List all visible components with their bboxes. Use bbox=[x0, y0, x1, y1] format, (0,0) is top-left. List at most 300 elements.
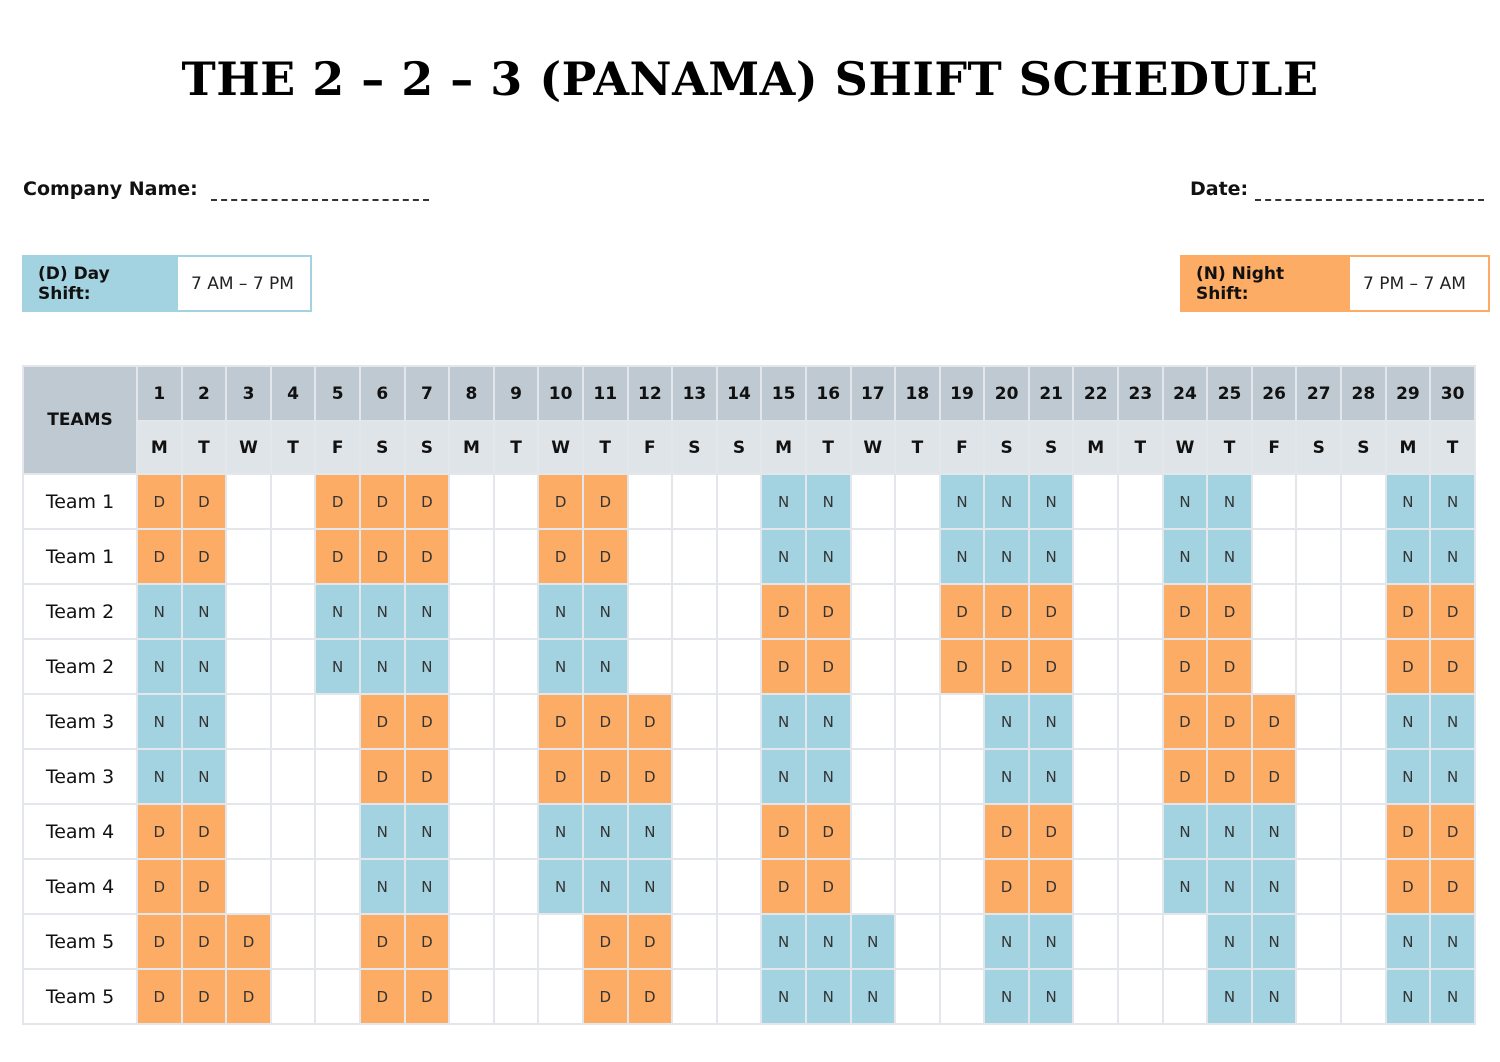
night-shift-cell[interactable]: N bbox=[940, 474, 985, 529]
off-day-cell[interactable] bbox=[1118, 584, 1163, 639]
off-day-cell[interactable] bbox=[940, 969, 985, 1024]
off-day-cell[interactable] bbox=[851, 639, 896, 694]
night-shift-cell[interactable]: N bbox=[1207, 529, 1252, 584]
off-day-cell[interactable] bbox=[538, 969, 583, 1024]
day-shift-cell[interactable]: D bbox=[761, 804, 806, 859]
night-shift-cell[interactable]: N bbox=[984, 694, 1029, 749]
off-day-cell[interactable] bbox=[1296, 804, 1341, 859]
off-day-cell[interactable] bbox=[940, 694, 985, 749]
off-day-cell[interactable] bbox=[1073, 694, 1118, 749]
day-shift-cell[interactable]: D bbox=[360, 969, 405, 1024]
off-day-cell[interactable] bbox=[628, 639, 673, 694]
night-shift-cell[interactable]: N bbox=[806, 914, 851, 969]
off-day-cell[interactable] bbox=[1296, 749, 1341, 804]
night-shift-cell[interactable]: N bbox=[628, 804, 673, 859]
day-shift-cell[interactable]: D bbox=[226, 914, 271, 969]
off-day-cell[interactable] bbox=[717, 694, 762, 749]
off-day-cell[interactable] bbox=[1118, 474, 1163, 529]
day-shift-cell[interactable]: D bbox=[360, 914, 405, 969]
day-shift-cell[interactable]: D bbox=[137, 804, 182, 859]
day-shift-cell[interactable]: D bbox=[137, 914, 182, 969]
night-shift-cell[interactable]: N bbox=[137, 694, 182, 749]
day-shift-cell[interactable]: D bbox=[182, 529, 227, 584]
off-day-cell[interactable] bbox=[895, 969, 940, 1024]
off-day-cell[interactable] bbox=[851, 694, 896, 749]
night-shift-cell[interactable]: N bbox=[1252, 859, 1297, 914]
night-shift-cell[interactable]: N bbox=[1386, 529, 1431, 584]
off-day-cell[interactable] bbox=[226, 639, 271, 694]
off-day-cell[interactable] bbox=[672, 694, 717, 749]
off-day-cell[interactable] bbox=[717, 584, 762, 639]
day-shift-cell[interactable]: D bbox=[984, 859, 1029, 914]
night-shift-cell[interactable]: N bbox=[984, 529, 1029, 584]
off-day-cell[interactable] bbox=[494, 804, 539, 859]
off-day-cell[interactable] bbox=[1296, 529, 1341, 584]
off-day-cell[interactable] bbox=[851, 859, 896, 914]
off-day-cell[interactable] bbox=[940, 804, 985, 859]
off-day-cell[interactable] bbox=[1073, 749, 1118, 804]
night-shift-cell[interactable]: N bbox=[1386, 749, 1431, 804]
night-shift-cell[interactable]: N bbox=[137, 749, 182, 804]
night-shift-cell[interactable]: N bbox=[806, 969, 851, 1024]
off-day-cell[interactable] bbox=[1118, 529, 1163, 584]
off-day-cell[interactable] bbox=[1118, 639, 1163, 694]
off-day-cell[interactable] bbox=[940, 914, 985, 969]
off-day-cell[interactable] bbox=[494, 639, 539, 694]
day-shift-cell[interactable]: D bbox=[1252, 749, 1297, 804]
off-day-cell[interactable] bbox=[271, 749, 316, 804]
off-day-cell[interactable] bbox=[628, 529, 673, 584]
off-day-cell[interactable] bbox=[538, 914, 583, 969]
night-shift-cell[interactable]: N bbox=[1386, 694, 1431, 749]
day-shift-cell[interactable]: D bbox=[226, 969, 271, 1024]
day-shift-cell[interactable]: D bbox=[538, 749, 583, 804]
night-shift-cell[interactable]: N bbox=[940, 529, 985, 584]
night-shift-cell[interactable]: N bbox=[360, 584, 405, 639]
off-day-cell[interactable] bbox=[1163, 914, 1208, 969]
off-day-cell[interactable] bbox=[449, 529, 494, 584]
off-day-cell[interactable] bbox=[271, 914, 316, 969]
day-shift-cell[interactable]: D bbox=[538, 529, 583, 584]
day-shift-cell[interactable]: D bbox=[806, 584, 851, 639]
night-shift-cell[interactable]: N bbox=[1252, 914, 1297, 969]
day-shift-cell[interactable]: D bbox=[182, 804, 227, 859]
off-day-cell[interactable] bbox=[851, 749, 896, 804]
off-day-cell[interactable] bbox=[895, 474, 940, 529]
day-shift-cell[interactable]: D bbox=[1029, 859, 1074, 914]
off-day-cell[interactable] bbox=[672, 859, 717, 914]
night-shift-cell[interactable]: N bbox=[806, 529, 851, 584]
off-day-cell[interactable] bbox=[1341, 639, 1386, 694]
off-day-cell[interactable] bbox=[1073, 969, 1118, 1024]
night-shift-cell[interactable]: N bbox=[360, 639, 405, 694]
night-shift-cell[interactable]: N bbox=[538, 804, 583, 859]
day-shift-cell[interactable]: D bbox=[1163, 749, 1208, 804]
off-day-cell[interactable] bbox=[895, 859, 940, 914]
day-shift-cell[interactable]: D bbox=[1430, 639, 1475, 694]
night-shift-cell[interactable]: N bbox=[538, 584, 583, 639]
night-shift-cell[interactable]: N bbox=[1430, 914, 1475, 969]
night-shift-cell[interactable]: N bbox=[806, 474, 851, 529]
night-shift-cell[interactable]: N bbox=[1029, 529, 1074, 584]
night-shift-cell[interactable]: N bbox=[583, 639, 628, 694]
off-day-cell[interactable] bbox=[315, 969, 360, 1024]
day-shift-cell[interactable]: D bbox=[1386, 804, 1431, 859]
night-shift-cell[interactable]: N bbox=[761, 914, 806, 969]
day-shift-cell[interactable]: D bbox=[628, 914, 673, 969]
off-day-cell[interactable] bbox=[315, 859, 360, 914]
off-day-cell[interactable] bbox=[271, 859, 316, 914]
off-day-cell[interactable] bbox=[1296, 914, 1341, 969]
day-shift-cell[interactable]: D bbox=[315, 474, 360, 529]
night-shift-cell[interactable]: N bbox=[315, 639, 360, 694]
off-day-cell[interactable] bbox=[1073, 474, 1118, 529]
off-day-cell[interactable] bbox=[851, 529, 896, 584]
off-day-cell[interactable] bbox=[672, 969, 717, 1024]
off-day-cell[interactable] bbox=[628, 474, 673, 529]
day-shift-cell[interactable]: D bbox=[1207, 584, 1252, 639]
night-shift-cell[interactable]: N bbox=[1029, 474, 1074, 529]
off-day-cell[interactable] bbox=[717, 969, 762, 1024]
day-shift-cell[interactable]: D bbox=[628, 969, 673, 1024]
night-shift-cell[interactable]: N bbox=[1386, 914, 1431, 969]
off-day-cell[interactable] bbox=[494, 859, 539, 914]
off-day-cell[interactable] bbox=[672, 474, 717, 529]
night-shift-cell[interactable]: N bbox=[182, 584, 227, 639]
day-shift-cell[interactable]: D bbox=[405, 969, 450, 1024]
off-day-cell[interactable] bbox=[271, 694, 316, 749]
day-shift-cell[interactable]: D bbox=[182, 859, 227, 914]
off-day-cell[interactable] bbox=[1341, 749, 1386, 804]
off-day-cell[interactable] bbox=[1341, 694, 1386, 749]
night-shift-cell[interactable]: N bbox=[137, 639, 182, 694]
day-shift-cell[interactable]: D bbox=[360, 749, 405, 804]
day-shift-cell[interactable]: D bbox=[806, 639, 851, 694]
day-shift-cell[interactable]: D bbox=[761, 584, 806, 639]
off-day-cell[interactable] bbox=[1073, 584, 1118, 639]
day-shift-cell[interactable]: D bbox=[360, 694, 405, 749]
off-day-cell[interactable] bbox=[1296, 694, 1341, 749]
night-shift-cell[interactable]: N bbox=[761, 969, 806, 1024]
off-day-cell[interactable] bbox=[226, 749, 271, 804]
day-shift-cell[interactable]: D bbox=[360, 474, 405, 529]
off-day-cell[interactable] bbox=[717, 749, 762, 804]
day-shift-cell[interactable]: D bbox=[405, 914, 450, 969]
off-day-cell[interactable] bbox=[1252, 584, 1297, 639]
off-day-cell[interactable] bbox=[672, 914, 717, 969]
off-day-cell[interactable] bbox=[851, 804, 896, 859]
off-day-cell[interactable] bbox=[1163, 969, 1208, 1024]
night-shift-cell[interactable]: N bbox=[405, 859, 450, 914]
night-shift-cell[interactable]: N bbox=[315, 584, 360, 639]
day-shift-cell[interactable]: D bbox=[538, 694, 583, 749]
day-shift-cell[interactable]: D bbox=[940, 639, 985, 694]
off-day-cell[interactable] bbox=[672, 804, 717, 859]
off-day-cell[interactable] bbox=[1073, 529, 1118, 584]
day-shift-cell[interactable]: D bbox=[1163, 639, 1208, 694]
day-shift-cell[interactable]: D bbox=[405, 694, 450, 749]
night-shift-cell[interactable]: N bbox=[1386, 969, 1431, 1024]
night-shift-cell[interactable]: N bbox=[806, 694, 851, 749]
off-day-cell[interactable] bbox=[1341, 474, 1386, 529]
off-day-cell[interactable] bbox=[1341, 914, 1386, 969]
night-shift-cell[interactable]: N bbox=[538, 639, 583, 694]
day-shift-cell[interactable]: D bbox=[182, 969, 227, 1024]
off-day-cell[interactable] bbox=[226, 694, 271, 749]
off-day-cell[interactable] bbox=[494, 694, 539, 749]
day-shift-cell[interactable]: D bbox=[1430, 584, 1475, 639]
off-day-cell[interactable] bbox=[449, 859, 494, 914]
off-day-cell[interactable] bbox=[449, 694, 494, 749]
off-day-cell[interactable] bbox=[315, 694, 360, 749]
day-shift-cell[interactable]: D bbox=[628, 749, 673, 804]
off-day-cell[interactable] bbox=[494, 474, 539, 529]
night-shift-cell[interactable]: N bbox=[806, 749, 851, 804]
off-day-cell[interactable] bbox=[851, 474, 896, 529]
day-shift-cell[interactable]: D bbox=[984, 804, 1029, 859]
off-day-cell[interactable] bbox=[1073, 859, 1118, 914]
off-day-cell[interactable] bbox=[226, 859, 271, 914]
night-shift-cell[interactable]: N bbox=[182, 749, 227, 804]
off-day-cell[interactable] bbox=[1118, 969, 1163, 1024]
night-shift-cell[interactable]: N bbox=[1430, 969, 1475, 1024]
off-day-cell[interactable] bbox=[449, 914, 494, 969]
night-shift-cell[interactable]: N bbox=[1207, 859, 1252, 914]
off-day-cell[interactable] bbox=[672, 584, 717, 639]
night-shift-cell[interactable]: N bbox=[761, 529, 806, 584]
off-day-cell[interactable] bbox=[315, 749, 360, 804]
off-day-cell[interactable] bbox=[1073, 804, 1118, 859]
day-shift-cell[interactable]: D bbox=[984, 639, 1029, 694]
off-day-cell[interactable] bbox=[271, 639, 316, 694]
off-day-cell[interactable] bbox=[940, 859, 985, 914]
off-day-cell[interactable] bbox=[315, 914, 360, 969]
night-shift-cell[interactable]: N bbox=[1029, 914, 1074, 969]
off-day-cell[interactable] bbox=[672, 639, 717, 694]
day-shift-cell[interactable]: D bbox=[360, 529, 405, 584]
off-day-cell[interactable] bbox=[717, 914, 762, 969]
off-day-cell[interactable] bbox=[717, 639, 762, 694]
off-day-cell[interactable] bbox=[672, 749, 717, 804]
day-shift-cell[interactable]: D bbox=[1207, 694, 1252, 749]
night-shift-cell[interactable]: N bbox=[583, 859, 628, 914]
night-shift-cell[interactable]: N bbox=[984, 914, 1029, 969]
off-day-cell[interactable] bbox=[1296, 969, 1341, 1024]
off-day-cell[interactable] bbox=[1252, 639, 1297, 694]
night-shift-cell[interactable]: N bbox=[1207, 474, 1252, 529]
off-day-cell[interactable] bbox=[717, 529, 762, 584]
off-day-cell[interactable] bbox=[449, 639, 494, 694]
day-shift-cell[interactable]: D bbox=[583, 694, 628, 749]
day-shift-cell[interactable]: D bbox=[405, 749, 450, 804]
off-day-cell[interactable] bbox=[1341, 529, 1386, 584]
night-shift-cell[interactable]: N bbox=[1029, 749, 1074, 804]
day-shift-cell[interactable]: D bbox=[628, 694, 673, 749]
night-shift-cell[interactable]: N bbox=[1430, 529, 1475, 584]
night-shift-cell[interactable]: N bbox=[182, 694, 227, 749]
off-day-cell[interactable] bbox=[940, 749, 985, 804]
night-shift-cell[interactable]: N bbox=[1252, 969, 1297, 1024]
night-shift-cell[interactable]: N bbox=[984, 969, 1029, 1024]
day-shift-cell[interactable]: D bbox=[583, 474, 628, 529]
off-day-cell[interactable] bbox=[449, 969, 494, 1024]
night-shift-cell[interactable]: N bbox=[1430, 474, 1475, 529]
day-shift-cell[interactable]: D bbox=[984, 584, 1029, 639]
day-shift-cell[interactable]: D bbox=[182, 474, 227, 529]
off-day-cell[interactable] bbox=[895, 914, 940, 969]
day-shift-cell[interactable]: D bbox=[1386, 859, 1431, 914]
day-shift-cell[interactable]: D bbox=[315, 529, 360, 584]
off-day-cell[interactable] bbox=[1118, 859, 1163, 914]
company-name-field[interactable] bbox=[211, 199, 429, 201]
off-day-cell[interactable] bbox=[271, 584, 316, 639]
off-day-cell[interactable] bbox=[1118, 804, 1163, 859]
off-day-cell[interactable] bbox=[1252, 529, 1297, 584]
night-shift-cell[interactable]: N bbox=[1386, 474, 1431, 529]
day-shift-cell[interactable]: D bbox=[1252, 694, 1297, 749]
off-day-cell[interactable] bbox=[494, 969, 539, 1024]
night-shift-cell[interactable]: N bbox=[137, 584, 182, 639]
day-shift-cell[interactable]: D bbox=[1029, 804, 1074, 859]
date-field[interactable] bbox=[1255, 199, 1484, 201]
night-shift-cell[interactable]: N bbox=[1207, 914, 1252, 969]
day-shift-cell[interactable]: D bbox=[1163, 584, 1208, 639]
off-day-cell[interactable] bbox=[1341, 859, 1386, 914]
day-shift-cell[interactable]: D bbox=[182, 914, 227, 969]
night-shift-cell[interactable]: N bbox=[360, 804, 405, 859]
off-day-cell[interactable] bbox=[895, 529, 940, 584]
day-shift-cell[interactable]: D bbox=[583, 529, 628, 584]
night-shift-cell[interactable]: N bbox=[851, 969, 896, 1024]
night-shift-cell[interactable]: N bbox=[1163, 474, 1208, 529]
off-day-cell[interactable] bbox=[851, 584, 896, 639]
off-day-cell[interactable] bbox=[717, 804, 762, 859]
day-shift-cell[interactable]: D bbox=[583, 749, 628, 804]
night-shift-cell[interactable]: N bbox=[1163, 859, 1208, 914]
day-shift-cell[interactable]: D bbox=[761, 639, 806, 694]
night-shift-cell[interactable]: N bbox=[761, 474, 806, 529]
off-day-cell[interactable] bbox=[494, 529, 539, 584]
night-shift-cell[interactable]: N bbox=[1029, 969, 1074, 1024]
off-day-cell[interactable] bbox=[226, 474, 271, 529]
day-shift-cell[interactable]: D bbox=[1386, 584, 1431, 639]
off-day-cell[interactable] bbox=[1341, 969, 1386, 1024]
off-day-cell[interactable] bbox=[1118, 914, 1163, 969]
day-shift-cell[interactable]: D bbox=[1029, 584, 1074, 639]
day-shift-cell[interactable]: D bbox=[405, 529, 450, 584]
night-shift-cell[interactable]: N bbox=[405, 584, 450, 639]
off-day-cell[interactable] bbox=[494, 584, 539, 639]
night-shift-cell[interactable]: N bbox=[360, 859, 405, 914]
off-day-cell[interactable] bbox=[1296, 584, 1341, 639]
day-shift-cell[interactable]: D bbox=[405, 474, 450, 529]
night-shift-cell[interactable]: N bbox=[1207, 969, 1252, 1024]
day-shift-cell[interactable]: D bbox=[583, 914, 628, 969]
day-shift-cell[interactable]: D bbox=[583, 969, 628, 1024]
day-shift-cell[interactable]: D bbox=[1163, 694, 1208, 749]
night-shift-cell[interactable]: N bbox=[1163, 529, 1208, 584]
day-shift-cell[interactable]: D bbox=[940, 584, 985, 639]
night-shift-cell[interactable]: N bbox=[1430, 694, 1475, 749]
off-day-cell[interactable] bbox=[1296, 859, 1341, 914]
off-day-cell[interactable] bbox=[895, 804, 940, 859]
day-shift-cell[interactable]: D bbox=[137, 474, 182, 529]
off-day-cell[interactable] bbox=[226, 584, 271, 639]
day-shift-cell[interactable]: D bbox=[137, 969, 182, 1024]
night-shift-cell[interactable]: N bbox=[1252, 804, 1297, 859]
off-day-cell[interactable] bbox=[1341, 584, 1386, 639]
night-shift-cell[interactable]: N bbox=[182, 639, 227, 694]
off-day-cell[interactable] bbox=[717, 859, 762, 914]
off-day-cell[interactable] bbox=[672, 529, 717, 584]
night-shift-cell[interactable]: N bbox=[851, 914, 896, 969]
night-shift-cell[interactable]: N bbox=[405, 639, 450, 694]
night-shift-cell[interactable]: N bbox=[538, 859, 583, 914]
off-day-cell[interactable] bbox=[494, 914, 539, 969]
off-day-cell[interactable] bbox=[449, 474, 494, 529]
day-shift-cell[interactable]: D bbox=[1207, 749, 1252, 804]
night-shift-cell[interactable]: N bbox=[1430, 749, 1475, 804]
off-day-cell[interactable] bbox=[628, 584, 673, 639]
day-shift-cell[interactable]: D bbox=[761, 859, 806, 914]
off-day-cell[interactable] bbox=[494, 749, 539, 804]
off-day-cell[interactable] bbox=[895, 694, 940, 749]
off-day-cell[interactable] bbox=[717, 474, 762, 529]
off-day-cell[interactable] bbox=[1296, 474, 1341, 529]
day-shift-cell[interactable]: D bbox=[538, 474, 583, 529]
day-shift-cell[interactable]: D bbox=[1430, 804, 1475, 859]
night-shift-cell[interactable]: N bbox=[628, 859, 673, 914]
off-day-cell[interactable] bbox=[1073, 639, 1118, 694]
off-day-cell[interactable] bbox=[1252, 474, 1297, 529]
night-shift-cell[interactable]: N bbox=[1029, 694, 1074, 749]
off-day-cell[interactable] bbox=[895, 639, 940, 694]
day-shift-cell[interactable]: D bbox=[1386, 639, 1431, 694]
off-day-cell[interactable] bbox=[449, 804, 494, 859]
off-day-cell[interactable] bbox=[1341, 804, 1386, 859]
off-day-cell[interactable] bbox=[1073, 914, 1118, 969]
off-day-cell[interactable] bbox=[895, 749, 940, 804]
day-shift-cell[interactable]: D bbox=[137, 859, 182, 914]
night-shift-cell[interactable]: N bbox=[583, 804, 628, 859]
off-day-cell[interactable] bbox=[449, 749, 494, 804]
night-shift-cell[interactable]: N bbox=[1207, 804, 1252, 859]
day-shift-cell[interactable]: D bbox=[806, 859, 851, 914]
night-shift-cell[interactable]: N bbox=[1163, 804, 1208, 859]
night-shift-cell[interactable]: N bbox=[984, 749, 1029, 804]
off-day-cell[interactable] bbox=[895, 584, 940, 639]
off-day-cell[interactable] bbox=[1118, 749, 1163, 804]
off-day-cell[interactable] bbox=[271, 804, 316, 859]
off-day-cell[interactable] bbox=[271, 529, 316, 584]
off-day-cell[interactable] bbox=[315, 804, 360, 859]
off-day-cell[interactable] bbox=[226, 529, 271, 584]
night-shift-cell[interactable]: N bbox=[583, 584, 628, 639]
day-shift-cell[interactable]: D bbox=[806, 804, 851, 859]
night-shift-cell[interactable]: N bbox=[405, 804, 450, 859]
night-shift-cell[interactable]: N bbox=[984, 474, 1029, 529]
day-shift-cell[interactable]: D bbox=[1430, 859, 1475, 914]
night-shift-cell[interactable]: N bbox=[761, 749, 806, 804]
off-day-cell[interactable] bbox=[449, 584, 494, 639]
off-day-cell[interactable] bbox=[1296, 639, 1341, 694]
off-day-cell[interactable] bbox=[226, 804, 271, 859]
day-shift-cell[interactable]: D bbox=[1207, 639, 1252, 694]
off-day-cell[interactable] bbox=[271, 969, 316, 1024]
day-shift-cell[interactable]: D bbox=[137, 529, 182, 584]
day-shift-cell[interactable]: D bbox=[1029, 639, 1074, 694]
night-shift-cell[interactable]: N bbox=[761, 694, 806, 749]
